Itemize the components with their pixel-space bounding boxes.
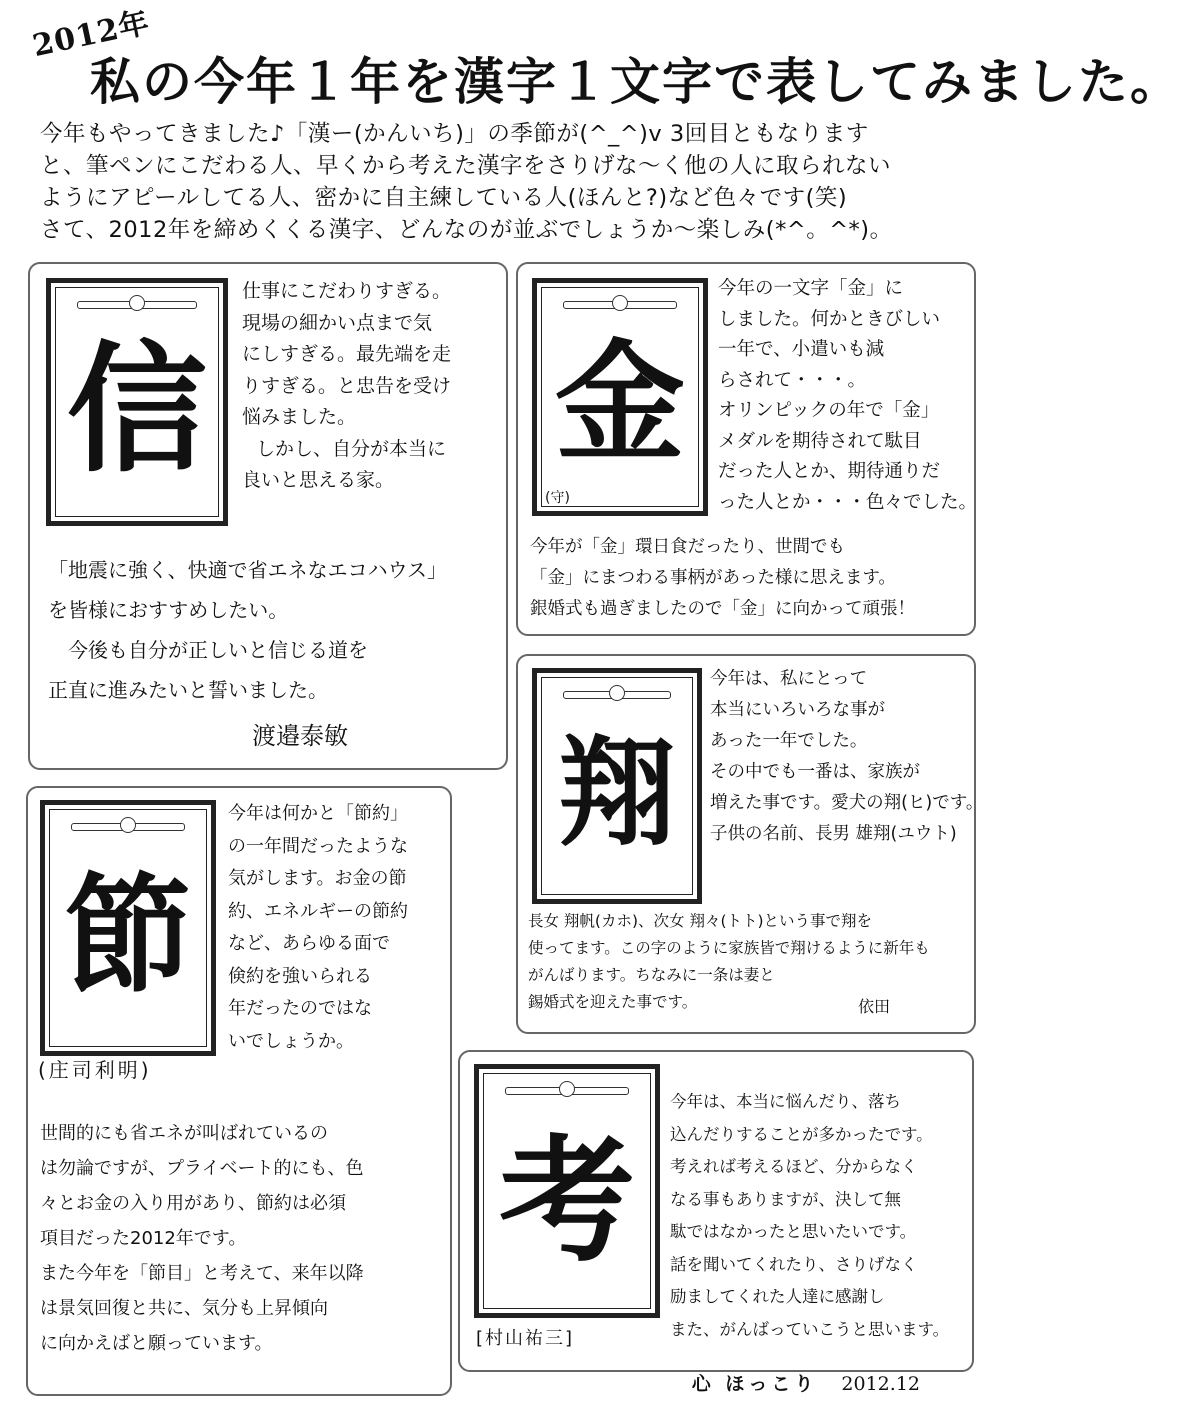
kanji-character: 信 — [66, 328, 207, 492]
footer — [692, 1369, 920, 1396]
rod-knob — [612, 295, 628, 311]
entry-text-lower — [530, 532, 915, 625]
text-line: 今年が「金」環日食だったり、世間でも — [530, 537, 845, 557]
text-line: に向かえばと願っています。 — [40, 1333, 273, 1354]
text-line: の一年間だったような — [228, 835, 408, 857]
author-signature: [村山祐三] — [476, 1328, 575, 1349]
intro-line: ようにアピールしてる人、密かに自主練している人(ほんと?)など色々です(笑) — [40, 185, 848, 211]
entry-panel-ko — [458, 1050, 974, 1372]
author-signature: (庄司利明) — [38, 1058, 152, 1082]
text-line: 本当にいろいろな事が — [710, 700, 885, 720]
page-title: 私の今年１年を漢字１文字で表してみました。 — [90, 52, 1182, 111]
entry-panel-shin — [28, 262, 508, 770]
text-line: を皆様におすすめしたい。 — [48, 598, 289, 622]
kanji-character: 節 — [63, 861, 192, 1011]
entry-text — [710, 664, 983, 850]
text-line: 子供の名前、長男 雄翔(ユウト) — [710, 824, 957, 844]
hanging-rod — [563, 691, 671, 699]
text-line: にしすぎる。最先端を走 — [242, 343, 452, 365]
text-line: 話を聞いてくれたり、さりげなく — [670, 1254, 918, 1274]
entry-text — [228, 798, 408, 1058]
hanging-rod — [71, 823, 185, 831]
footer-brand: 心 ほっこり — [691, 1373, 818, 1395]
footer-date: 2012.12 — [841, 1373, 920, 1395]
text-line: 励ましてくれた人達に感謝し — [670, 1287, 885, 1306]
text-line: 一年で、小遣いも減 — [718, 339, 885, 360]
text-line: 今年は、本当に悩んだり、落ち — [670, 1092, 901, 1111]
kanji-card — [40, 800, 216, 1056]
text-line: なる事もありますが、決して無 — [670, 1189, 901, 1209]
kanji-card — [46, 278, 228, 526]
text-line: は景気回復と共に、気分も上昇傾向 — [40, 1298, 328, 1319]
text-line: 使ってます。この字のように家族皆で翔けるように新年も — [528, 939, 930, 957]
text-line: 悩みました。 — [242, 406, 357, 428]
text-line: は勿論ですが、プライベート的にも、色 — [40, 1158, 364, 1179]
text-line: だった人とか、期待通りだ — [718, 461, 941, 482]
text-line: がんばります。ちなみに一条は妻と — [528, 966, 775, 984]
text-line: 込んだりすることが多かったです。 — [670, 1124, 933, 1144]
year-label: 2012年 — [29, 5, 153, 65]
intro-line: さて、2012年を締めくくる漢字、どんなのが並ぶでしょうか～楽しみ(*^。^*)。 — [40, 217, 893, 243]
text-line: また今年を「節目」と考えて、来年以降 — [40, 1263, 364, 1284]
kanji-card — [532, 278, 708, 516]
entry-text-lower — [40, 1116, 364, 1361]
text-line: りすぎる。と忠告を受け — [242, 374, 452, 397]
entry-panel-sho — [516, 654, 984, 1034]
text-line: 「金」にまつわる事柄があった様に思えます。 — [530, 568, 896, 588]
text-line: 項目だった2012年です。 — [40, 1228, 247, 1249]
kanji-card — [474, 1064, 660, 1318]
hanging-rod — [505, 1087, 629, 1095]
text-line: 良いと思える家。 — [242, 469, 395, 491]
text-line: 世間的にも省エネが叫ばれているの — [40, 1123, 328, 1144]
text-line: しかし、自分が本当に — [256, 437, 447, 460]
text-line: 錫婚式を迎えた事です。 — [528, 993, 698, 1011]
text-line: 年だったのではな — [228, 998, 372, 1019]
kanji-character: 金 — [554, 326, 685, 479]
hanging-rod — [563, 301, 677, 309]
text-line: など、あらゆる面で — [228, 933, 390, 954]
text-line: メダルを期待されて駄目 — [718, 430, 922, 452]
author-signature: 渡邉泰敏 — [252, 722, 348, 750]
text-line: 正直に進みたいと誓いました。 — [48, 678, 328, 702]
rod-knob — [609, 685, 625, 701]
rod-knob — [559, 1081, 575, 1097]
text-line: 倹約を強いられる — [228, 965, 372, 987]
text-line: オリンピックの年で「金」 — [718, 400, 940, 421]
text-line: 仕事にこだわりすぎる。 — [242, 280, 452, 302]
kanji-card — [532, 668, 702, 904]
text-line: 今年は、私にとって — [710, 669, 868, 689]
text-line: 考えれば考えるほど、分からなく — [670, 1157, 918, 1176]
text-line: 銀婚式も過ぎましたので「金」に向かって頑張！ — [530, 599, 915, 619]
text-line: 々とお金の入り用があり、節約は必須 — [40, 1193, 346, 1214]
entry-text — [670, 1086, 949, 1346]
text-line: った人とか・・・色々でした。 — [718, 491, 978, 513]
author-signature: 依田 — [858, 997, 891, 1016]
rod-knob — [129, 295, 145, 311]
rod-knob — [120, 817, 136, 833]
text-line: 今年は何かと「節約」 — [228, 803, 408, 824]
text-line: その中でも一番は、家族が — [710, 762, 920, 782]
entry-text — [718, 274, 977, 518]
text-line: らされて・・・。 — [718, 369, 867, 391]
hanging-rod — [77, 301, 197, 309]
text-line: 駄ではなかったと思いたいです。 — [670, 1222, 917, 1241]
text-line: あった一年でした。 — [710, 731, 868, 751]
intro-line: と、筆ペンにこだわる人、早くから考えた漢字をさりげな～く他の人に取られない — [40, 153, 892, 179]
entry-text-lower — [48, 550, 447, 710]
entry-panel-kin — [516, 262, 976, 636]
text-line: 増えた事です。愛犬の翔(ヒ)です。 — [710, 793, 984, 813]
intro-line: 今年もやってきました♪「漢ー(かんいち)」の季節が(^_^)v 3回目ともなります — [40, 121, 869, 147]
entry-panel-setsu — [26, 786, 452, 1396]
entry-text — [242, 276, 451, 497]
kanji-character: 考 — [499, 1121, 635, 1281]
text-line: 長女 翔帆(カホ)、次女 翔々(トト)という事で翔を — [528, 912, 873, 930]
text-line: 「地震に強く、快適で省エネなエコハウス」 — [48, 558, 447, 582]
text-line: 約、エネルギーの節約 — [228, 900, 408, 922]
kanji-character: 翔 — [557, 723, 676, 862]
text-line: 気がします。お金の節 — [228, 868, 407, 889]
intro-paragraph — [40, 118, 975, 246]
text-line: また、がんばっていこうと思います。 — [670, 1319, 950, 1339]
card-label: (守) — [545, 490, 570, 506]
text-line: 今後も自分が正しいと信じる道を — [68, 638, 368, 662]
text-line: しました。何かときびしい — [718, 308, 941, 330]
text-line: 今年の一文字「金」に — [718, 278, 904, 299]
text-line: いでしょうか。 — [228, 1030, 354, 1052]
text-line: 現場の細かい点まで気 — [242, 311, 433, 334]
